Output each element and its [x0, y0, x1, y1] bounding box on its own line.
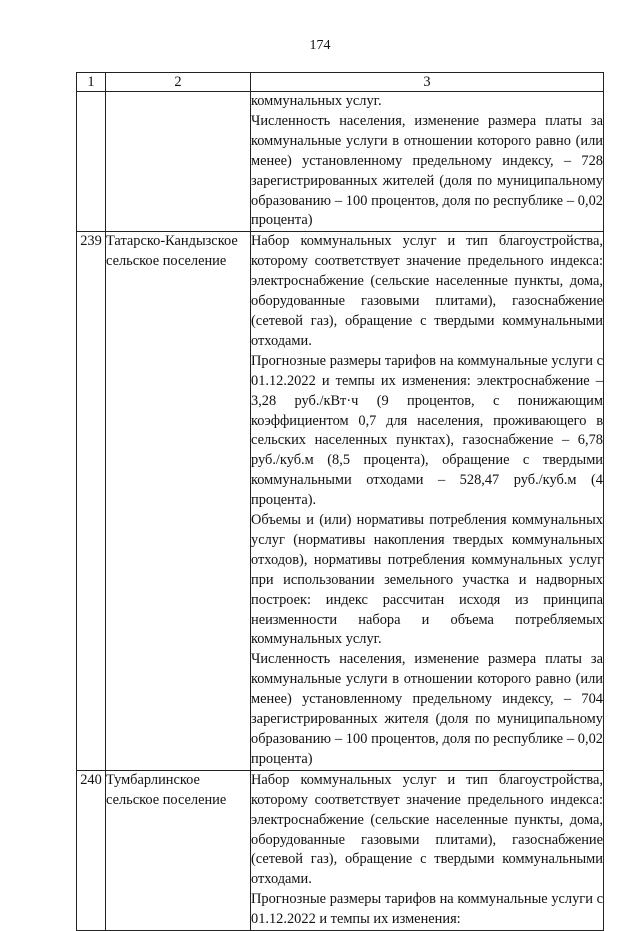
- table-row-continuation: [77, 92, 604, 232]
- settlement-name-cell: Татарско-Кандызское сельское поселение: [106, 232, 251, 770]
- page-number: 174: [309, 38, 331, 53]
- row-number-cell: 239: [77, 232, 106, 770]
- paragraph: Численность населения, изменение размера платы за коммунальные услуги в отношении которого равно (или менее) установленному предельному индексу, – 728 зарегистрированных жителей (доля по муниципальному образованию – 100 процентов, доля по республике – 0,02 процента): [251, 112, 603, 229]
- description-cell: [251, 232, 604, 770]
- paragraph: Прогнозные размеры тарифов на коммунальные услуги с 01.12.2022 и темпы их изменения: электроснабжение – 3,28 руб./кВт·ч (9 процентов, с понижающим коэффициентом 0,7 для населения, проживающего в сельских населенных пунктах), газоснабжение – 6,78 руб./куб.м (8,5 процента), обращение с твердыми коммунальными отходами – 528,47 руб./куб.м (4 процента).: [251, 352, 603, 509]
- row-number-cell: [77, 92, 106, 232]
- tariff-table: [76, 72, 604, 931]
- table-row: [77, 232, 604, 770]
- table-row: [77, 770, 604, 930]
- settlement-name-cell: [106, 92, 251, 232]
- column-header-3: 3: [251, 73, 604, 92]
- paragraph: коммунальных услуг.: [251, 93, 382, 109]
- paragraph: Набор коммунальных услуг и тип благоустройства, которому соответствует значение предельного индекса: электроснабжение (сельские населенные пункты, дома, оборудованные газовыми плитами), газоснабжение (сетевой газ), обращение с твердыми коммунальными отходами.: [251, 771, 603, 888]
- description-cell: [251, 92, 604, 232]
- settlement-name-cell: Тумбарлинское сельское поселение: [106, 770, 251, 930]
- row-number-cell: 240: [77, 770, 106, 930]
- paragraph: Набор коммунальных услуг и тип благоустройства, которому соответствует значение предельного индекса: электроснабжение (сельские населенные пункты, дома, оборудованные газовыми плитами), газоснабжение (сетевой газ), обращение с твердыми коммунальными отходами.: [251, 233, 603, 349]
- paragraph: Прогнозные размеры тарифов на коммунальные услуги с 01.12.2022 и темпы их изменения:: [251, 891, 603, 928]
- column-header-2: 2: [106, 73, 251, 92]
- description-cell: [251, 770, 604, 930]
- column-header-1: 1: [77, 73, 106, 92]
- paragraph: Объемы и (или) нормативы потребления коммунальных услуг (нормативы накопления твердых коммунальных отходов), нормативы потребления коммунальных услуг при использовании земельного участка и надворных построек: индекс рассчитан исходя из принципа неизменности набора и объема потребляемых коммунальных услуг.: [251, 512, 603, 648]
- paragraph: Численность населения, изменение размера платы за коммунальные услуги в отношении которого равно (или менее) установленному предельному индексу, – 704 зарегистрированных жителя (доля по муниципальному образованию – 100 процентов, доля по республике – 0,02 процента): [251, 651, 603, 767]
- table-header-row: [77, 73, 604, 92]
